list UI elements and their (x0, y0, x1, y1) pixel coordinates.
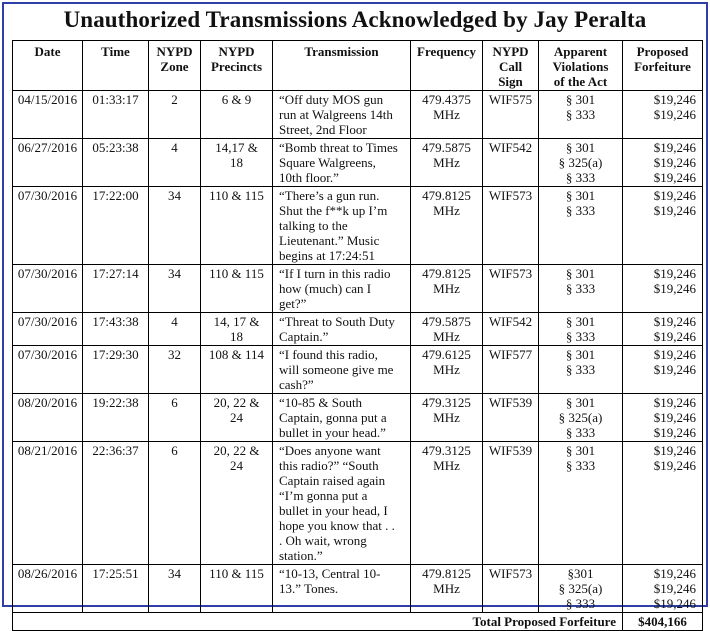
cell-transmission-line: “There’s a gun run. (279, 188, 380, 203)
cell-date: 08/21/2016 (13, 442, 83, 565)
cell-precincts-line: 110 & 115 (209, 188, 264, 203)
cell-precincts-line: 18 (230, 155, 243, 170)
cell-time: 17:27:14 (83, 265, 149, 313)
cell-forfeiture (623, 394, 703, 442)
header-forfeiture (623, 41, 703, 91)
cell-precincts (201, 265, 273, 313)
cell-forfeiture-line: $19,246 (653, 188, 696, 203)
cell-frequency-line: 479.3125 (422, 395, 471, 410)
header-line: Proposed (636, 44, 689, 59)
cell-frequency-line: 479.8125 (422, 266, 471, 281)
cell-zone: 6 (149, 394, 201, 442)
cell-frequency (411, 91, 483, 139)
table-row (13, 91, 703, 139)
cell-transmission-line: get?” (279, 296, 307, 311)
cell-forfeiture (623, 442, 703, 565)
cell-time: 19:22:38 (83, 394, 149, 442)
cell-forfeiture-line: $19,246 (653, 443, 696, 458)
cell-frequency-line: MHz (433, 281, 460, 296)
cell-violations-line: § 333 (565, 170, 596, 185)
cell-violations-line: § 301 (565, 92, 596, 107)
cell-frequency-line: MHz (433, 155, 460, 170)
cell-date: 07/30/2016 (13, 346, 83, 394)
cell-precincts (201, 139, 273, 187)
cell-time: 22:36:37 (83, 442, 149, 565)
cell-precincts-line: 24 (230, 458, 243, 473)
header-time: Time (83, 41, 149, 91)
cell-frequency-line: MHz (433, 203, 460, 218)
cell-transmission-line: Square Walgreens, (279, 155, 376, 170)
cell-transmission-line: will someone give me (279, 362, 394, 377)
cell-precincts-line: 6 & 9 (221, 92, 252, 107)
cell-time: 17:29:30 (83, 346, 149, 394)
table-row (13, 187, 703, 265)
cell-forfeiture-line: $19,246 (653, 362, 696, 377)
cell-violations (539, 313, 623, 346)
cell-transmission (273, 346, 411, 394)
cell-zone: 32 (149, 346, 201, 394)
cell-violations-line: § 301 (565, 314, 596, 329)
cell-forfeiture-line: $19,246 (653, 266, 696, 281)
cell-violations-line: § 301 (565, 140, 596, 155)
header-date: Date (13, 41, 83, 91)
cell-date: 08/26/2016 (13, 565, 83, 613)
cell-time: 01:33:17 (83, 91, 149, 139)
cell-forfeiture-line: $19,246 (653, 581, 696, 596)
cell-precincts-line: 110 & 115 (209, 266, 264, 281)
header-line: Call (498, 59, 523, 74)
table-row (13, 265, 703, 313)
table-header-row (13, 41, 703, 91)
cell-forfeiture (623, 565, 703, 613)
cell-transmission-line: this radio?” “South (279, 458, 379, 473)
cell-precincts (201, 442, 273, 565)
cell-forfeiture-line: $19,246 (653, 92, 696, 107)
cell-call-sign: WIF539 (483, 442, 539, 565)
cell-precincts-line: 14,17 & (215, 140, 258, 155)
total-label: Total Proposed Forfeiture (13, 613, 623, 631)
cell-violations-line: § 325(a) (558, 410, 603, 425)
cell-date: 08/20/2016 (13, 394, 83, 442)
cell-time: 17:25:51 (83, 565, 149, 613)
cell-transmission (273, 565, 411, 613)
cell-frequency (411, 565, 483, 613)
cell-forfeiture (623, 265, 703, 313)
cell-frequency (411, 139, 483, 187)
cell-violations-line: § 333 (565, 203, 596, 218)
cell-transmission-line: “10-13, Central 10- (279, 566, 381, 581)
cell-violations (539, 91, 623, 139)
cell-forfeiture-line: $19,246 (653, 566, 696, 581)
cell-transmission (273, 187, 411, 265)
cell-transmission-line: . Oh wait, wrong (279, 533, 367, 548)
cell-call-sign: WIF575 (483, 91, 539, 139)
cell-frequency-line: 479.3125 (422, 443, 471, 458)
cell-precincts-line: 24 (230, 410, 243, 425)
cell-forfeiture-line: $19,246 (653, 395, 696, 410)
cell-date: 04/15/2016 (13, 91, 83, 139)
cell-forfeiture (623, 139, 703, 187)
cell-violations-line: § 301 (565, 347, 596, 362)
cell-transmission-line: talking to the (279, 218, 348, 233)
cell-frequency-line: MHz (433, 458, 460, 473)
cell-transmission-line: “I’m gonna put a (279, 488, 368, 503)
cell-transmission-line: “Does anyone want (279, 443, 381, 458)
cell-call-sign: WIF542 (483, 139, 539, 187)
header-line: of the Act (553, 74, 608, 89)
cell-violations-line: § 301 (565, 395, 596, 410)
header-line: NYPD (218, 44, 255, 59)
cell-frequency-line: 479.6125 (422, 347, 471, 362)
cell-transmission-line: “Threat to South Duty (279, 314, 395, 329)
cell-forfeiture-line: $19,246 (653, 329, 696, 344)
cell-forfeiture (623, 313, 703, 346)
cell-transmission-line: Lieutenant.” Music (279, 233, 380, 248)
header-line: Sign (498, 74, 523, 89)
cell-frequency-line: 479.8125 (422, 566, 471, 581)
header-violations (539, 41, 623, 91)
cell-frequency (411, 442, 483, 565)
cell-violations (539, 394, 623, 442)
cell-violations-line: § 333 (565, 596, 596, 611)
cell-frequency (411, 346, 483, 394)
cell-violations (539, 187, 623, 265)
cell-forfeiture-line: $19,246 (653, 281, 696, 296)
cell-transmission-line: Shut the f**k up I’m (279, 203, 388, 218)
total-row (13, 613, 703, 631)
header-line: NYPD (156, 44, 193, 59)
cell-violations (539, 565, 623, 613)
header-zone (149, 41, 201, 91)
cell-precincts-line: 20, 22 & (213, 443, 260, 458)
cell-transmission-line: 13.” Tones. (279, 581, 339, 596)
cell-precincts-line: 108 & 114 (208, 347, 265, 362)
cell-frequency-line: MHz (433, 107, 460, 122)
header-frequency: Frequency (411, 41, 483, 91)
cell-violations-line: § 333 (565, 281, 596, 296)
cell-time: 17:22:00 (83, 187, 149, 265)
cell-zone: 34 (149, 565, 201, 613)
cell-frequency-line: 479.5875 (422, 140, 471, 155)
table-row (13, 565, 703, 613)
header-precincts (201, 41, 273, 91)
cell-precincts-line: 110 & 115 (209, 566, 264, 581)
cell-precincts (201, 91, 273, 139)
cell-transmission-line: “I found this radio, (279, 347, 378, 362)
cell-transmission (273, 91, 411, 139)
cell-frequency-line: 479.5875 (422, 314, 471, 329)
cell-frequency-line: MHz (433, 410, 460, 425)
table-row (13, 394, 703, 442)
cell-violations-line: § 333 (565, 458, 596, 473)
cell-forfeiture-line: $19,246 (653, 347, 696, 362)
cell-call-sign: WIF577 (483, 346, 539, 394)
cell-frequency-line: MHz (433, 329, 460, 344)
cell-transmission-line: bullet in your head, I (279, 503, 388, 518)
cell-violations-line: § 325(a) (558, 155, 603, 170)
cell-date: 07/30/2016 (13, 187, 83, 265)
cell-transmission-line: bullet in your head.” (279, 425, 386, 440)
cell-zone: 4 (149, 313, 201, 346)
cell-transmission (273, 139, 411, 187)
cell-transmission-line: Captain, gonna put a (279, 410, 387, 425)
cell-precincts-line: 20, 22 & (213, 395, 260, 410)
cell-violations (539, 139, 623, 187)
cell-violations-line: § 333 (565, 329, 596, 344)
cell-transmission-line: Street, 2nd Floor (279, 122, 367, 137)
document-frame (2, 2, 708, 629)
cell-frequency-line: MHz (433, 362, 460, 377)
cell-forfeiture-line: $19,246 (653, 140, 696, 155)
header-call-sign (483, 41, 539, 91)
cell-violations (539, 265, 623, 313)
cell-forfeiture-line: $19,246 (653, 596, 696, 611)
cell-transmission-line: cash?” (279, 377, 314, 392)
cell-transmission-line: “Off duty MOS gun (279, 92, 384, 107)
cell-frequency-line: 479.4375 (422, 92, 471, 107)
cell-violations-line: § 301 (565, 443, 596, 458)
cell-forfeiture (623, 187, 703, 265)
table-row (13, 313, 703, 346)
cell-violations-line: § 333 (565, 362, 596, 377)
cell-precincts (201, 346, 273, 394)
cell-zone: 4 (149, 139, 201, 187)
cell-precincts (201, 187, 273, 265)
cell-zone: 34 (149, 187, 201, 265)
cell-transmission-line: “Bomb threat to Times (279, 140, 398, 155)
cell-forfeiture-line: $19,246 (653, 314, 696, 329)
total-value: $404,166 (623, 613, 703, 631)
cell-violations-line: § 325(a) (558, 581, 603, 596)
cell-date: 06/27/2016 (13, 139, 83, 187)
cell-zone: 6 (149, 442, 201, 565)
cell-zone: 34 (149, 265, 201, 313)
cell-zone: 2 (149, 91, 201, 139)
cell-precincts-line: 14, 17 & (213, 314, 260, 329)
table-row (13, 346, 703, 394)
cell-transmission-line: begins at 17:24:51 (279, 248, 376, 263)
header-line: NYPD (492, 44, 529, 59)
transmissions-table (12, 40, 703, 631)
cell-frequency-line: MHz (433, 581, 460, 596)
header-line: Zone (160, 59, 189, 74)
cell-transmission-line: “If I turn in this radio (279, 266, 391, 281)
cell-date: 07/30/2016 (13, 313, 83, 346)
cell-time: 17:43:38 (83, 313, 149, 346)
cell-forfeiture-line: $19,246 (653, 203, 696, 218)
cell-violations-line: § 301 (565, 188, 596, 203)
table-row (13, 139, 703, 187)
cell-time: 05:23:38 (83, 139, 149, 187)
cell-transmission-line: Captain raised again (279, 473, 386, 488)
cell-violations-line: §301 (567, 566, 594, 581)
cell-forfeiture (623, 346, 703, 394)
document-title: Unauthorized Transmissions Acknowledged by Jay Peralta (63, 7, 647, 32)
cell-transmission (273, 442, 411, 565)
cell-forfeiture-line: $19,246 (653, 410, 696, 425)
header-line: Forfeiture (634, 59, 691, 74)
cell-violations-line: § 333 (565, 107, 596, 122)
cell-violations-line: § 333 (565, 425, 596, 440)
cell-forfeiture-line: $19,246 (653, 425, 696, 440)
cell-forfeiture-line: $19,246 (653, 170, 696, 185)
cell-transmission-line: Captain.” (279, 329, 329, 344)
cell-call-sign: WIF573 (483, 565, 539, 613)
cell-transmission (273, 313, 411, 346)
cell-date: 07/30/2016 (13, 265, 83, 313)
cell-frequency (411, 313, 483, 346)
cell-transmission (273, 394, 411, 442)
cell-call-sign: WIF573 (483, 265, 539, 313)
cell-violations-line: § 301 (565, 266, 596, 281)
cell-transmission-line: run at Walgreens 14th (279, 107, 393, 122)
table-row (13, 442, 703, 565)
cell-transmission-line: station.” (279, 548, 323, 563)
cell-precincts (201, 565, 273, 613)
header-line: Precincts (210, 59, 263, 74)
cell-frequency (411, 265, 483, 313)
cell-forfeiture-line: $19,246 (653, 458, 696, 473)
header-line: Apparent (553, 44, 608, 59)
cell-transmission-line: “10-85 & South (279, 395, 363, 410)
cell-frequency (411, 394, 483, 442)
cell-transmission-line: how (much) can I (279, 281, 372, 296)
cell-transmission-line: hope you know that . . (279, 518, 395, 533)
cell-precincts (201, 313, 273, 346)
header-line: Violations (552, 59, 609, 74)
cell-forfeiture-line: $19,246 (653, 107, 696, 122)
cell-precincts-line: 18 (230, 329, 243, 344)
cell-frequency (411, 187, 483, 265)
cell-call-sign: WIF539 (483, 394, 539, 442)
cell-forfeiture-line: $19,246 (653, 155, 696, 170)
header-transmission: Transmission (273, 41, 411, 91)
cell-transmission-line: 10th floor.” (279, 170, 339, 185)
cell-transmission (273, 265, 411, 313)
cell-forfeiture (623, 91, 703, 139)
cell-frequency-line: 479.8125 (422, 188, 471, 203)
cell-precincts (201, 394, 273, 442)
cell-violations (539, 346, 623, 394)
cell-violations (539, 442, 623, 565)
cell-call-sign: WIF542 (483, 313, 539, 346)
cell-call-sign: WIF573 (483, 187, 539, 265)
